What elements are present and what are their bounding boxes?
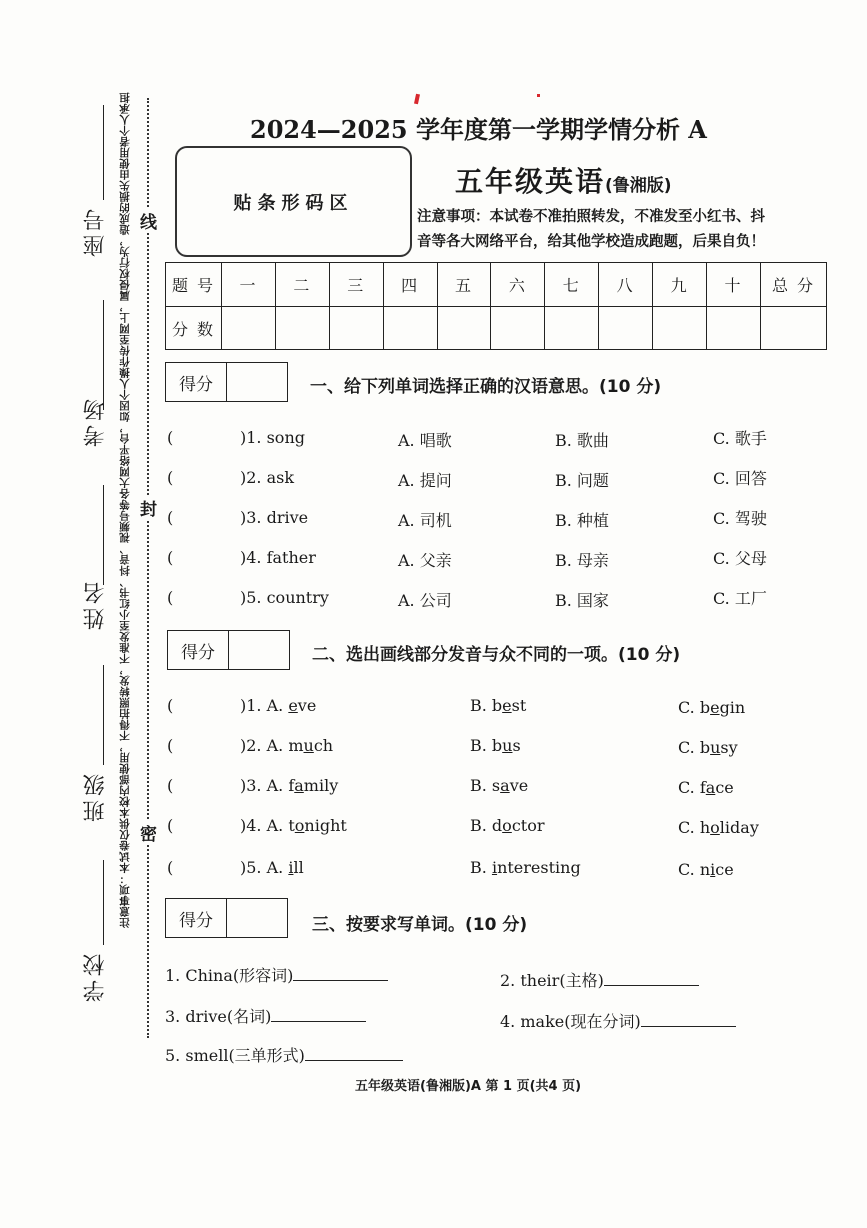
red-mark-1 — [414, 94, 420, 105]
s3-item-1-text: 1. China(形容词) — [165, 966, 294, 985]
s2-item-1-b-underlined: e — [502, 696, 512, 715]
section1-score-label: 得分 — [166, 363, 227, 401]
section3-scorebox — [165, 898, 288, 938]
s1-item-3-paren: ( — [167, 508, 174, 527]
s2-item-5-b-underlined: i — [491, 858, 498, 877]
score-input-8[interactable] — [599, 307, 653, 350]
score-table-header-row — [166, 263, 827, 307]
score-table — [165, 262, 827, 350]
s1-item-2-option-b[interactable]: B. 问题 — [555, 471, 609, 490]
s2-item-5-option-c[interactable] — [678, 860, 734, 879]
s2-item-5-c-pre: C. n — [678, 860, 711, 879]
s2-item-1-num: )1. A. — [240, 696, 289, 715]
score-cell-8: 八 — [599, 263, 653, 307]
s1-item-1-word: )1. song — [240, 428, 305, 447]
s2-item-4-option-a[interactable] — [240, 816, 347, 835]
s1-item-3-word: )3. drive — [240, 508, 309, 527]
s2-item-2-a-underlined: u — [303, 736, 314, 755]
name-line — [103, 485, 104, 585]
s2-item-3-b-post: ve — [509, 776, 529, 795]
s2-item-4-a-underlined: o — [294, 816, 305, 835]
section3-heading: 三、按要求写单词。(10 分) — [312, 915, 528, 935]
name-label: 姓名 — [83, 578, 108, 630]
score-cell-6: 六 — [491, 263, 545, 307]
score-input-1[interactable] — [222, 307, 276, 350]
cut-line-dotted — [147, 98, 149, 1038]
s2-item-2-num: )2. A. — [240, 736, 289, 755]
section2-score-label: 得分 — [168, 631, 229, 669]
s1-item-4-paren: ( — [167, 548, 174, 567]
s1-item-2-option-a[interactable]: A. 提问 — [398, 471, 452, 490]
s2-item-2-c-pre: C. b — [678, 738, 711, 757]
s2-item-1-c-post: gin — [719, 698, 746, 717]
seat-line — [103, 105, 104, 200]
section2-heading: 二、选出画线部分发音与众不同的一项。(10 分) — [312, 645, 681, 665]
class-label: 班级 — [83, 770, 108, 822]
score-input-3[interactable] — [329, 307, 383, 350]
s1-item-1-option-a[interactable]: A. 唱歌 — [398, 431, 452, 450]
score-cell-4: 四 — [383, 263, 437, 307]
exam-room-line — [103, 300, 104, 410]
s2-item-4-c-underlined: o — [710, 818, 720, 837]
s1-item-5-option-a[interactable]: A. 公司 — [398, 591, 452, 610]
red-mark-2 — [537, 94, 540, 97]
score-input-5[interactable] — [437, 307, 491, 350]
s2-item-4-option-b[interactable] — [470, 816, 544, 835]
s2-item-3-c-pre: C. f — [678, 778, 706, 797]
s2-item-2-b-underlined: u — [502, 736, 513, 755]
exam-room-label: 考场 — [83, 395, 108, 447]
s2-item-5-b-post: nteresting — [497, 858, 581, 877]
barcode-area: 贴条形码区 — [175, 146, 412, 257]
cut-marker-dense: 密 — [140, 820, 157, 845]
section2-score-input[interactable] — [229, 631, 289, 669]
score-cell-total: 总 分 — [761, 263, 827, 307]
s2-item-4-b-pre: B. d — [470, 816, 503, 835]
s2-item-5-c-post: ce — [715, 860, 734, 879]
score-table-score-row — [166, 307, 827, 350]
s3-item-5-answer[interactable] — [305, 1046, 403, 1061]
s1-item-3-option-a[interactable]: A. 司机 — [398, 511, 452, 530]
score-input-9[interactable] — [653, 307, 707, 350]
s3-item-5 — [165, 1043, 403, 1066]
s2-item-5-a-post: ll — [293, 858, 304, 877]
subject-edition: (鲁湘版) — [605, 176, 672, 196]
s2-item-3-a-underlined: a — [294, 776, 304, 795]
s2-item-1-a-post: ve — [297, 696, 317, 715]
s2-item-4-paren: ( — [167, 816, 174, 835]
s2-item-5-paren: ( — [167, 858, 174, 877]
s2-item-1-option-c[interactable] — [678, 698, 745, 717]
s3-item-4-answer[interactable] — [641, 1012, 736, 1027]
s1-item-5-option-c[interactable]: C. 工厂 — [713, 589, 767, 608]
s2-item-2-option-b[interactable] — [470, 736, 521, 755]
page-footer: 五年级英语(鲁湘版)A 第 1 页(共4 页) — [355, 1079, 582, 1094]
s1-item-1-option-c[interactable]: C. 歌手 — [713, 429, 767, 448]
seat-label: 座号 — [83, 205, 108, 257]
s1-item-2-word: )2. ask — [240, 468, 295, 487]
s2-item-4-option-c[interactable] — [678, 818, 759, 837]
score-cell-9: 九 — [653, 263, 707, 307]
s2-item-5-num: )5. A. — [240, 858, 289, 877]
s2-item-2-c-post: sy — [720, 738, 738, 757]
s1-item-1-option-b[interactable]: B. 歌曲 — [555, 431, 609, 450]
s1-item-4-word: )4. father — [240, 548, 316, 567]
score-cell-7: 七 — [545, 263, 599, 307]
score-cell-2: 二 — [275, 263, 329, 307]
score-cell-10: 十 — [707, 263, 761, 307]
s2-item-1-b-pre: B. b — [470, 696, 503, 715]
school-label: 学校 — [83, 950, 108, 1002]
s2-item-2-c-underlined: u — [710, 738, 721, 757]
s2-item-4-a-post: night — [304, 816, 347, 835]
s2-item-4-b-underlined: o — [502, 816, 512, 835]
s1-item-2-paren: ( — [167, 468, 174, 487]
s3-item-3-answer[interactable] — [271, 1007, 366, 1022]
score-cell-label: 题 号 — [166, 263, 222, 307]
s3-item-3 — [165, 1004, 366, 1027]
s3-item-3-text: 3. drive(名词) — [165, 1007, 272, 1026]
score-input-10[interactable] — [707, 307, 761, 350]
binding-notice: 注意事项：本试卷仅供本校内部使用，不得拍照转发，不准发至小红书、抖音、视频号等各大网络平台，如因个人操作传至网上，属侵权行为，造成的损失由使用者个人承担 — [119, 92, 131, 928]
s1-item-3-option-b[interactable]: B. 种植 — [555, 511, 609, 530]
school-line — [103, 860, 104, 945]
s2-item-3-c-underlined: a — [705, 778, 716, 797]
s1-item-4-option-c[interactable]: C. 父母 — [713, 549, 767, 568]
s1-item-5-paren: ( — [167, 588, 174, 607]
s3-item-1-answer[interactable] — [293, 966, 388, 981]
score-input-total[interactable] — [761, 307, 827, 350]
s2-item-3-a-pre: f — [288, 776, 295, 795]
section3-score-label: 得分 — [166, 899, 227, 937]
s3-item-1 — [165, 963, 388, 986]
s1-item-5-word: )5. country — [240, 588, 329, 607]
s2-item-2-b-pre: B. b — [470, 736, 503, 755]
s2-item-5-option-b[interactable] — [470, 858, 581, 877]
s2-item-3-option-a[interactable] — [240, 776, 338, 795]
s2-item-2-b-post: s — [512, 736, 521, 755]
class-line — [103, 665, 104, 765]
score-input-4[interactable] — [383, 307, 437, 350]
s2-item-1-b-post: st — [511, 696, 527, 715]
notice-line-1: 注意事项：本试卷不准拍照转发，不准发至小红书、抖 — [417, 209, 765, 225]
s2-item-5-b-pre: B. — [470, 858, 492, 877]
s2-item-2-option-a[interactable] — [240, 736, 333, 755]
s2-item-3-c-post: ce — [715, 778, 734, 797]
s2-item-4-a-pre: t — [288, 816, 295, 835]
score-input-2[interactable] — [275, 307, 329, 350]
s2-item-4-c-post: liday — [719, 818, 759, 837]
s2-item-2-option-c[interactable] — [678, 738, 738, 757]
s3-item-4 — [500, 1009, 736, 1032]
s1-item-4-option-b[interactable]: B. 母亲 — [555, 551, 609, 570]
s3-item-5-text: 5. smell(三单形式) — [165, 1046, 305, 1065]
s2-item-5-a-underlined: i — [288, 858, 294, 877]
s1-item-2-option-c[interactable]: C. 回答 — [713, 469, 767, 488]
s2-item-3-num: )3. A. — [240, 776, 289, 795]
cut-marker-line: 线 — [140, 208, 157, 233]
score-cell-1: 一 — [222, 263, 276, 307]
s2-item-2-paren: ( — [167, 736, 174, 755]
s1-item-1-paren: ( — [167, 428, 174, 447]
s2-item-1-a-underlined: e — [288, 696, 298, 715]
score-row-label: 分 数 — [166, 307, 222, 350]
exam-title: 2024—2025 学年度第一学期学情分析 A — [250, 115, 707, 144]
s2-item-2-a-post: ch — [313, 736, 334, 755]
s2-item-1-c-pre: C. b — [678, 698, 711, 717]
s3-item-2-text: 2. their(主格) — [500, 971, 604, 990]
s1-item-4-option-a[interactable]: A. 父亲 — [398, 551, 452, 570]
s2-item-4-c-pre: C. h — [678, 818, 711, 837]
cut-marker-seal: 封 — [140, 495, 157, 520]
score-input-7[interactable] — [545, 307, 599, 350]
s2-item-1-c-underlined: e — [710, 698, 720, 717]
section1-score-input[interactable] — [227, 363, 287, 401]
s1-item-5-option-b[interactable]: B. 国家 — [555, 591, 609, 610]
s2-item-3-a-post: mily — [303, 776, 339, 795]
s2-item-1-paren: ( — [167, 696, 174, 715]
s1-item-3-option-c[interactable]: C. 驾驶 — [713, 509, 767, 528]
s3-item-2-answer[interactable] — [604, 971, 699, 986]
section1-heading: 一、给下列单词选择正确的汉语意思。(10 分) — [310, 377, 662, 397]
s2-item-3-b-pre: B. s — [470, 776, 501, 795]
section3-score-input[interactable] — [227, 899, 287, 937]
score-cell-3: 三 — [329, 263, 383, 307]
notice-line-2: 音等各大网络平台，给其他学校造成跑题，后果自负！ — [417, 234, 765, 250]
score-input-6[interactable] — [491, 307, 545, 350]
s2-item-3-option-c[interactable] — [678, 778, 734, 797]
s2-item-5-c-underlined: i — [710, 860, 716, 879]
subject-title — [455, 160, 672, 200]
s2-item-1-option-b[interactable] — [470, 696, 526, 715]
s2-item-3-option-b[interactable] — [470, 776, 528, 795]
section1-scorebox — [165, 362, 288, 402]
subject-name: 五年级英语 — [455, 165, 606, 198]
section2-scorebox — [167, 630, 290, 670]
s2-item-3-b-underlined: a — [500, 776, 510, 795]
s2-item-4-b-post: ctor — [511, 816, 545, 835]
s2-item-2-a-pre: m — [288, 736, 304, 755]
s2-item-3-paren: ( — [167, 776, 174, 795]
exam-notice — [417, 205, 832, 255]
score-cell-5: 五 — [437, 263, 491, 307]
s2-item-4-num: )4. A. — [240, 816, 289, 835]
s3-item-2 — [500, 968, 699, 991]
s3-item-4-text: 4. make(现在分词) — [500, 1012, 641, 1031]
s2-item-1-option-a[interactable] — [240, 696, 316, 715]
s2-item-5-option-a[interactable] — [240, 858, 304, 877]
